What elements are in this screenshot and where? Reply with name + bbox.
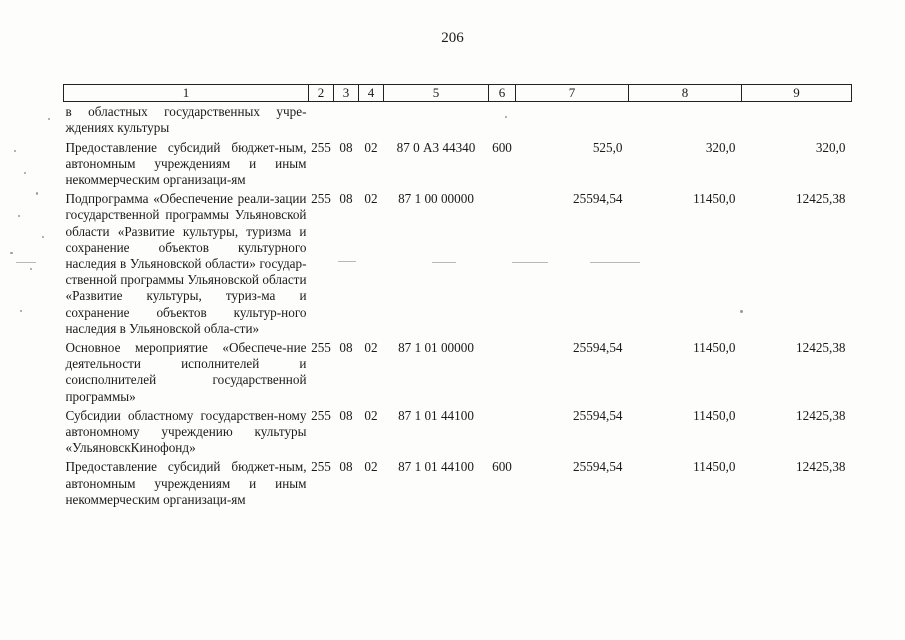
- cell-col9: 320,0: [815, 139, 846, 155]
- scan-streak: [338, 261, 356, 262]
- cell-col4: 02: [364, 407, 378, 423]
- scan-streak: [432, 262, 456, 263]
- cell-col7: 25594,54: [573, 340, 623, 356]
- scan-speck: [740, 310, 743, 313]
- cell-col6: 600: [492, 139, 512, 155]
- cell-col8: 11450,0: [693, 191, 736, 207]
- cell-col6: [489, 337, 516, 405]
- cell-col4: 02: [364, 459, 378, 475]
- cell-col5: 87 0 А3 44340: [396, 139, 476, 155]
- cell-col2: 255: [311, 407, 331, 423]
- cell-col7: 25594,54: [573, 191, 623, 207]
- cell-col7: 25594,54: [573, 407, 623, 423]
- cell-col5: 87 1 01 44100: [398, 407, 474, 423]
- cell-col3: 08: [339, 407, 353, 423]
- table-row: [64, 188, 852, 337]
- column-header: 8: [629, 85, 742, 102]
- cell-col7: 525,0: [592, 139, 623, 155]
- column-header: 1: [64, 85, 309, 102]
- cell-col5: 87 1 00 00000: [398, 191, 474, 207]
- scan-speck: [24, 172, 26, 174]
- column-header: 3: [334, 85, 359, 102]
- cell-col5: 87 1 01 00000: [398, 340, 474, 356]
- cell-col2: 255: [311, 459, 331, 475]
- cell-col9: [742, 102, 852, 137]
- row-name: Предоставление субсидий бюджет-ным, автономным учреждениям и иным некоммерческим организаци-ям: [65, 139, 307, 188]
- cell-col9: 12425,38: [796, 191, 846, 207]
- cell-col2: [309, 102, 334, 137]
- scan-speck: [36, 192, 38, 195]
- scan-speck: [505, 116, 507, 118]
- row-name: Субсидии областному государствен-ному автономному учреждению культуры «УльяновскКинофонд»: [65, 407, 307, 456]
- cell-col8: 11450,0: [693, 407, 736, 423]
- cell-col3: 08: [339, 191, 353, 207]
- table-row: [64, 337, 852, 405]
- cell-col5: [384, 102, 489, 137]
- cell-col7: [516, 102, 629, 137]
- cell-col8: 320,0: [705, 139, 736, 155]
- cell-col2: 255: [311, 191, 331, 207]
- cell-col6: [489, 405, 516, 457]
- budget-table: [63, 84, 852, 508]
- cell-col9: 12425,38: [796, 407, 846, 423]
- cell-col9: 12425,38: [796, 459, 846, 475]
- cell-col7: 25594,54: [573, 459, 623, 475]
- table-row: [64, 137, 852, 189]
- cell-col8: 11450,0: [693, 459, 736, 475]
- scan-speck: [30, 268, 32, 270]
- page-number: 206: [441, 30, 464, 46]
- table-row: [64, 102, 852, 137]
- cell-col4: 02: [364, 340, 378, 356]
- row-name: Предоставление субсидий бюджет-ным, автономным учреждениям и иным некоммерческим организаци-ям: [65, 459, 307, 507]
- cell-col6: [489, 102, 516, 137]
- cell-col4: 02: [364, 139, 378, 155]
- scan-speck: [14, 150, 16, 152]
- cell-col3: [334, 102, 359, 137]
- cell-col3: 08: [339, 340, 353, 356]
- cell-col6: 600: [492, 459, 512, 475]
- scan-speck: [18, 215, 20, 217]
- row-name: Подпрограмма «Обеспечение реали-зации государственной программы Ульяновской области «Развитие культуры, туризма и сохранение объектов культурного наследия в Ульяновской области» государ-ственной программы Ульяновской области «Развитие культуры, туриз-ма и сохранение объектов культур-ного наследия в Ульяновской обла-сти»: [65, 191, 307, 336]
- cell-col3: 08: [339, 459, 353, 475]
- scan-streak: [16, 262, 36, 263]
- scan-streak: [590, 262, 640, 263]
- cell-col2: 255: [311, 139, 331, 155]
- scan-streak: [512, 262, 548, 263]
- cell-col3: 08: [339, 139, 353, 155]
- cell-col9: 12425,38: [796, 340, 846, 356]
- table-header-row: [64, 85, 852, 102]
- scan-speck: [48, 118, 50, 120]
- cell-col5: 87 1 01 44100: [398, 459, 474, 475]
- cell-col4: 02: [364, 191, 378, 207]
- cell-col2: 255: [311, 340, 331, 356]
- table-row: [64, 456, 852, 508]
- cell-col8: 11450,0: [693, 340, 736, 356]
- column-header: 4: [359, 85, 384, 102]
- cell-col8: [629, 102, 742, 137]
- column-header: 5: [384, 85, 489, 102]
- column-header: 7: [516, 85, 629, 102]
- column-header: 2: [309, 85, 334, 102]
- column-header: 6: [489, 85, 516, 102]
- table-row: [64, 405, 852, 457]
- scan-speck: [10, 252, 13, 254]
- cell-col4: [359, 102, 384, 137]
- column-header: 9: [742, 85, 852, 102]
- row-name: в областных государственных учре-ждениях культуры: [65, 104, 307, 136]
- scan-speck: [42, 236, 44, 238]
- row-name: Основное мероприятие «Обеспече-ние деятельности исполнителей и соисполнителей государственной программы»: [65, 340, 307, 404]
- scan-speck: [20, 310, 22, 312]
